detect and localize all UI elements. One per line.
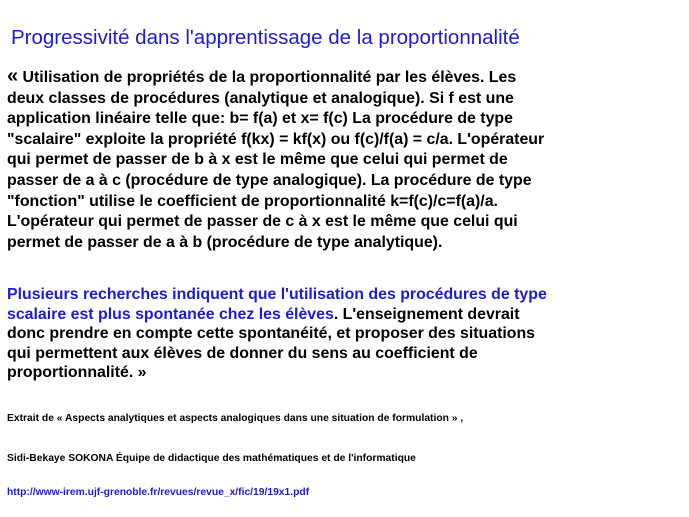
quote-line: qui permet de passer de b à x est le même que celui qui permet de xyxy=(7,151,508,169)
quote-line: deux classes de procédures (analytique et analogique). Si f est une xyxy=(7,89,514,107)
quote-line: application linéaire telle que: b= f(a) et x= f(c) La procédure de type xyxy=(7,110,513,128)
source-author: Sidi-Bekaye SOKONA Équipe de didactique des mathématiques et de l'informatique xyxy=(7,453,416,464)
quote-line: passer de a à c (procédure de type analogique). La procédure de type xyxy=(7,171,532,189)
mixed-line xyxy=(7,305,683,325)
quote-line: permet de passer de a à b (procédure de type analytique). xyxy=(7,233,443,251)
quote-line: "scalaire" exploite la propriété f(kx) = kf(x) ou f(c)/f(a) = c/a. L'opérateur xyxy=(7,130,545,148)
body-text: . L'enseignement devrait xyxy=(333,305,520,323)
emphasis-text: scalaire est plus spontanée chez les élèves xyxy=(7,305,334,323)
opening-quote-mark: « xyxy=(7,65,19,87)
quote-line: donc prendre en compte cette spontanéité, et proposer des situations xyxy=(7,325,536,343)
source-extract: Extrait de « Aspects analytiques et aspects analogiques dans une situation de formulation » , xyxy=(7,413,464,424)
quote-paragraph-1 xyxy=(7,66,683,253)
quote-line: L'opérateur qui permet de passer de c à x est le même que celui qui xyxy=(7,213,518,231)
page-title: Progressivité dans l'apprentissage de la proportionnalité xyxy=(11,26,520,49)
quote-paragraph-2 xyxy=(7,285,683,383)
quote-line: proportionnalité. » xyxy=(7,364,147,382)
quote-line: "fonction" utilise le coefficient de proportionnalité k=f(c)/c=f(a)/a. xyxy=(7,192,498,210)
source-url-link[interactable]: http://www-irem.ujf-grenoble.fr/revues/revue_x/fic/19/19x1.pdf xyxy=(7,487,310,498)
quote-line-text: Utilisation de propriétés de la proportionnalité par les élèves. Les xyxy=(18,69,517,86)
quote-line: qui permettent aux élèves de donner du sens au coefficient de xyxy=(7,344,478,362)
emphasis-line: Plusieurs recherches indiquent que l'utilisation des procédures de type xyxy=(7,286,547,303)
quote-line xyxy=(7,66,683,89)
